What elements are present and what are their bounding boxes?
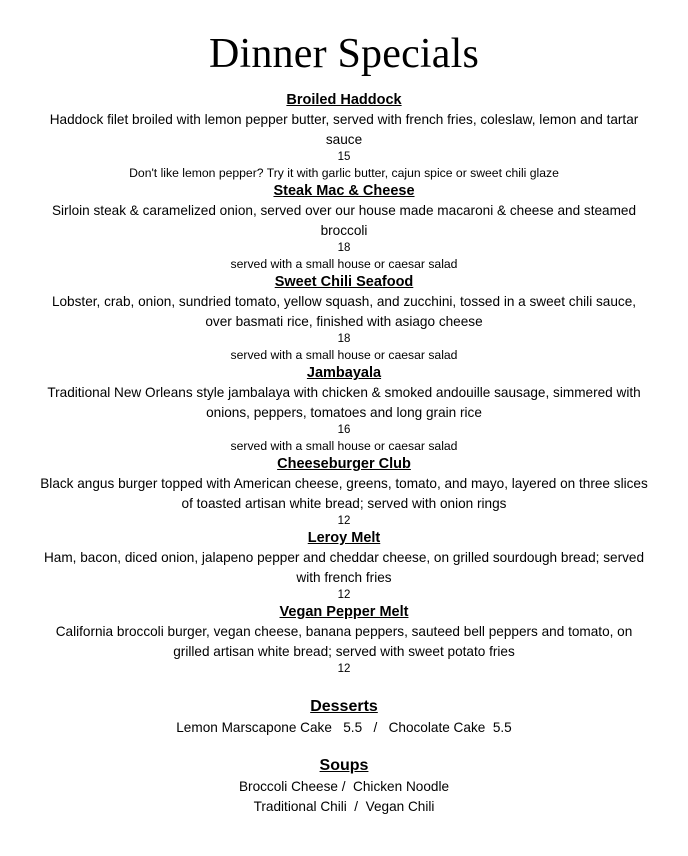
item-description: Ham, bacon, diced onion, jalapeno pepper and cheddar cheese, on grilled sourdough bread; served with french fries xyxy=(43,550,645,585)
item-name: Leroy Melt xyxy=(307,530,381,546)
item-name: Jambayala xyxy=(306,365,382,381)
desserts-section xyxy=(0,696,688,738)
item-description: California broccoli burger, vegan cheese, banana peppers, sauteed bell peppers and tomato, on grilled artisan white bread; served with sweet potato fries xyxy=(55,624,633,659)
menu-item-steak-mac-cheese xyxy=(0,182,688,273)
item-description: Sirloin steak & caramelized onion, served over our house made macaroni & cheese and steamed broccoli xyxy=(51,203,637,238)
item-price: 18 xyxy=(337,242,351,254)
item-name: Steak Mac & Cheese xyxy=(273,183,415,199)
item-price: 16 xyxy=(337,424,351,436)
item-price: 12 xyxy=(337,589,351,601)
desserts-heading: Desserts xyxy=(310,698,378,715)
menu-item-sweet-chili-seafood xyxy=(0,273,688,364)
item-note: Don't like lemon pepper? Try it with garlic butter, cajun spice or sweet chili glaze xyxy=(129,166,559,180)
item-note: served with a small house or caesar salad xyxy=(230,257,458,271)
menu-item-vegan-pepper-melt xyxy=(0,603,688,677)
item-price: 18 xyxy=(337,333,351,345)
menu-title: Dinner Specials xyxy=(208,31,480,77)
item-price: 12 xyxy=(337,515,351,527)
item-note: served with a small house or caesar salad xyxy=(230,348,458,362)
item-price: 15 xyxy=(337,151,351,163)
menu-item-jambayala xyxy=(0,364,688,455)
item-name: Sweet Chili Seafood xyxy=(274,274,414,290)
menu-item-broiled-haddock xyxy=(0,91,688,182)
item-name: Vegan Pepper Melt xyxy=(279,604,409,620)
item-name: Broiled Haddock xyxy=(286,92,402,108)
item-description: Black angus burger topped with American cheese, greens, tomato, and mayo, layered on three slices of toasted artisan white bread; served with onion rings xyxy=(40,476,648,511)
item-name: Cheeseburger Club xyxy=(277,456,411,472)
item-description: Traditional New Orleans style jambalaya with chicken & smoked andouille sausage, simmered with onions, peppers, tomatoes and long grain rice xyxy=(47,385,641,420)
soups-line: Broccoli Cheese / Chicken Noodle xyxy=(238,779,450,794)
item-price: 12 xyxy=(337,663,351,675)
soups-heading: Soups xyxy=(319,757,369,774)
item-description: Haddock filet broiled with lemon pepper butter, served with french fries, coleslaw, lemon and tartar sauce xyxy=(49,112,639,147)
soups-section xyxy=(0,755,688,817)
menu-item-cheeseburger-club xyxy=(0,455,688,529)
menu-item-leroy-melt xyxy=(0,529,688,603)
item-description: Lobster, crab, onion, sundried tomato, yellow squash, and zucchini, tossed in a sweet chili sauce, over basmati rice, finished with asiago cheese xyxy=(51,294,637,329)
desserts-line: Lemon Marscapone Cake 5.5 / Chocolate Cake 5.5 xyxy=(176,720,512,735)
soups-line: Traditional Chili / Vegan Chili xyxy=(253,799,435,814)
item-note: served with a small house or caesar salad xyxy=(230,439,458,453)
